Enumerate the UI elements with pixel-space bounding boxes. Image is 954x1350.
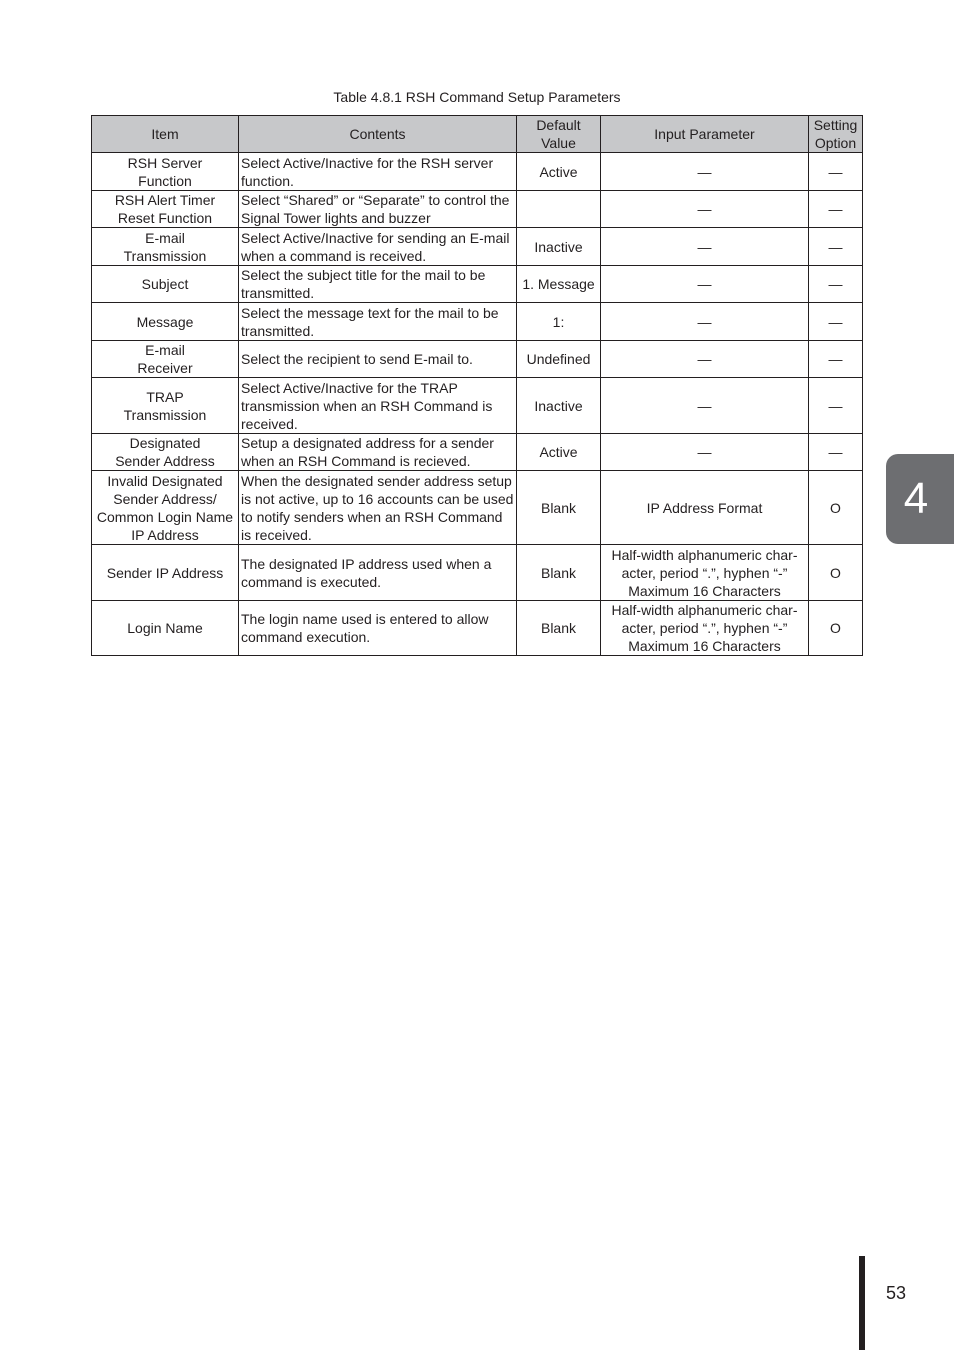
input-parameter-cell: — [601,378,809,434]
input-parameter-cell: — [601,266,809,303]
contents-cell: The login name used is entered to allow command execution. [239,601,517,656]
input-parameter-cell: Half-width alphanumeric char- acter, period “.”, hyphen “-” Maximum 16 Characters [601,601,809,656]
setting-option-cell: O [809,601,863,656]
table-row [92,601,863,656]
input-parameter-cell: — [601,303,809,341]
chapter-number: 4 [903,474,929,523]
column-header-contents: Contents [239,116,517,153]
default-value-cell: Active [517,434,601,471]
page-number: 53 [886,1283,907,1303]
table-row [92,434,863,471]
setting-option-cell: — [809,228,863,266]
table-row [92,378,863,434]
item-cell: Subject [92,266,239,303]
contents-cell: Select Active/Inactive for sending an E-mail when a command is received. [239,228,517,266]
contents-cell: Select the subject title for the mail to be transmitted. [239,266,517,303]
table-header-row [92,116,863,153]
input-parameter-cell: — [601,228,809,266]
setting-option-cell: — [809,153,863,191]
input-parameter-cell: IP Address Format [601,471,809,545]
contents-cell: Select “Shared” or “Separate” to control the Signal Tower lights and buzzer [239,191,517,228]
table-row [92,266,863,303]
column-header-item: Item [92,116,239,153]
column-header-default-value: Default Value [517,116,601,153]
default-value-cell: 1: [517,303,601,341]
item-cell: Designated Sender Address [92,434,239,471]
default-value-cell: Active [517,153,601,191]
setting-option-cell: O [809,471,863,545]
item-cell: TRAP Transmission [92,378,239,434]
input-parameter-cell: — [601,341,809,378]
default-value-cell [517,191,601,228]
setting-option-cell: O [809,545,863,601]
table-caption: Table 4.8.1 RSH Command Setup Parameters [333,89,621,105]
input-parameter-cell: — [601,434,809,471]
table-row [92,153,863,191]
default-value-cell: Inactive [517,378,601,434]
default-value-cell: 1. Message [517,266,601,303]
contents-cell: Select Active/Inactive for the RSH server function. [239,153,517,191]
column-header-setting-option: Setting Option [809,116,863,153]
setting-option-cell: — [809,191,863,228]
table-row [92,303,863,341]
contents-cell: Setup a designated address for a sender when an RSH Command is recieved. [239,434,517,471]
contents-cell: When the designated sender address setup is not active, up to 16 accounts can be used to notify senders when an RSH Command is received. [239,471,517,545]
contents-cell: The designated IP address used when a command is executed. [239,545,517,601]
item-cell: Invalid Designated Sender Address/ Common Login Name IP Address [92,471,239,545]
item-cell: Sender IP Address [92,545,239,601]
item-cell: E-mail Receiver [92,341,239,378]
item-cell: RSH Alert Timer Reset Function [92,191,239,228]
contents-cell: Select Active/Inactive for the TRAP transmission when an RSH Command is received. [239,378,517,434]
default-value-cell: Blank [517,471,601,545]
table-row [92,471,863,545]
contents-cell: Select the message text for the mail to be transmitted. [239,303,517,341]
input-parameter-cell: — [601,191,809,228]
setting-option-cell: — [809,303,863,341]
setting-option-cell: — [809,378,863,434]
setting-option-cell: — [809,434,863,471]
page-number-bar [859,1256,865,1350]
input-parameter-cell: — [601,153,809,191]
input-parameter-cell: Half-width alphanumeric char- acter, period “.”, hyphen “-” Maximum 16 Characters [601,545,809,601]
default-value-cell: Undefined [517,341,601,378]
setting-option-cell: — [809,341,863,378]
default-value-cell: Blank [517,545,601,601]
default-value-cell: Blank [517,601,601,656]
table-row [92,341,863,378]
setting-option-cell: — [809,266,863,303]
contents-cell: Select the recipient to send E-mail to. [239,341,517,378]
table-row [92,191,863,228]
table-row [92,545,863,601]
table-row [92,228,863,266]
default-value-cell: Inactive [517,228,601,266]
item-cell: Login Name [92,601,239,656]
rsh-parameters-table [91,115,863,656]
item-cell: Message [92,303,239,341]
column-header-input-parameter: Input Parameter [601,116,809,153]
item-cell: RSH Server Function [92,153,239,191]
item-cell: E-mail Transmission [92,228,239,266]
